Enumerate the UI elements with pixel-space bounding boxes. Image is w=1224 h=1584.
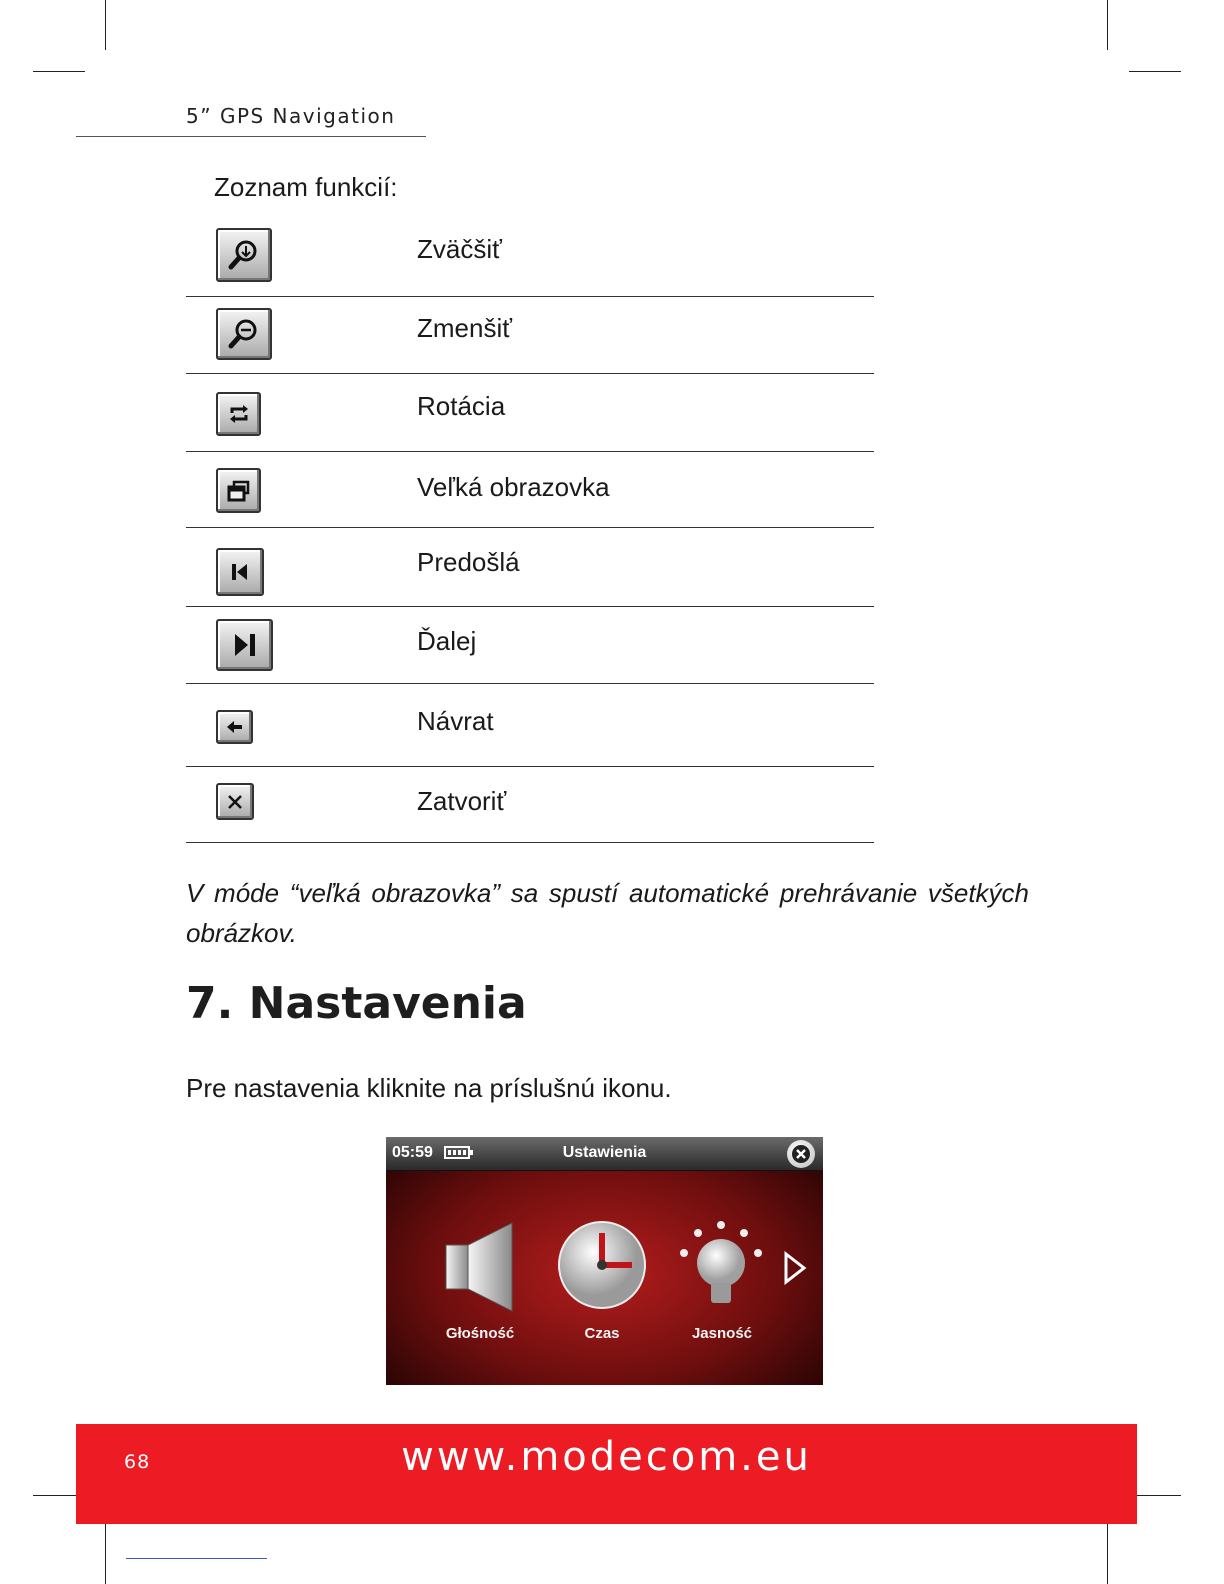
device-screenshot (386, 1137, 823, 1385)
crop-mark (1129, 71, 1181, 72)
rotate-icon (216, 392, 261, 436)
function-row (186, 528, 874, 607)
function-label: Ďalej (417, 626, 477, 656)
function-table (186, 214, 874, 843)
crop-mark (1107, 0, 1108, 50)
bulb-icon[interactable] (676, 1217, 766, 1313)
zoom-in-icon (216, 228, 272, 282)
device-title-bar (386, 1137, 823, 1171)
fullscreen-icon (216, 468, 261, 513)
crop-mark (33, 71, 85, 72)
function-label: Zväčšiť (417, 234, 502, 264)
play-arrow-icon[interactable] (782, 1251, 808, 1285)
brightness-label: Jasność (691, 1325, 753, 1342)
back-arrow-icon (216, 710, 253, 744)
function-label: Zmenšiť (417, 313, 512, 343)
function-row (186, 452, 874, 528)
previous-icon (216, 548, 264, 596)
note-paragraph: V móde “veľká obrazovka” sa spustí automatické prehrávanie všetkých obrázkov. (186, 878, 1029, 948)
footer-url[interactable]: www.modecom.eu (401, 1434, 812, 1480)
clock-icon[interactable] (556, 1219, 648, 1311)
page-number: 68 (124, 1451, 151, 1473)
footer-bar (76, 1424, 1137, 1524)
divider (126, 1558, 267, 1559)
time-label: Czas (584, 1325, 620, 1342)
volume-label: Głośność (445, 1325, 515, 1342)
running-header: 5” GPS Navigation (186, 104, 396, 128)
function-label: Zatvoriť (417, 786, 507, 816)
device-time: 05:59 (392, 1144, 433, 1161)
close-circle-icon[interactable] (787, 1140, 815, 1168)
section-intro: Pre nastavenia kliknite na príslušnú ikonu. (186, 1073, 672, 1103)
function-row (186, 684, 874, 767)
speaker-icon[interactable] (444, 1221, 516, 1313)
next-icon (216, 619, 273, 671)
crop-mark (105, 1517, 106, 1584)
crop-mark (105, 0, 106, 50)
function-row (186, 214, 874, 297)
function-label: Návrat (417, 706, 494, 736)
section-heading: 7. Nastavenia (186, 978, 527, 1029)
close-x-icon (216, 783, 254, 820)
function-row (186, 297, 874, 374)
zoom-out-icon (216, 308, 272, 360)
function-list-title: Zoznam funkcií: (214, 172, 398, 202)
function-row (186, 767, 874, 843)
function-label: Predošlá (417, 547, 520, 577)
device-screen-title: Ustawienia (562, 1144, 647, 1161)
crop-mark (1107, 1517, 1108, 1584)
header-rule (76, 136, 426, 137)
function-label: Rotácia (417, 391, 506, 421)
function-row (186, 374, 874, 452)
function-row (186, 607, 874, 684)
function-label: Veľká obrazovka (417, 472, 610, 502)
